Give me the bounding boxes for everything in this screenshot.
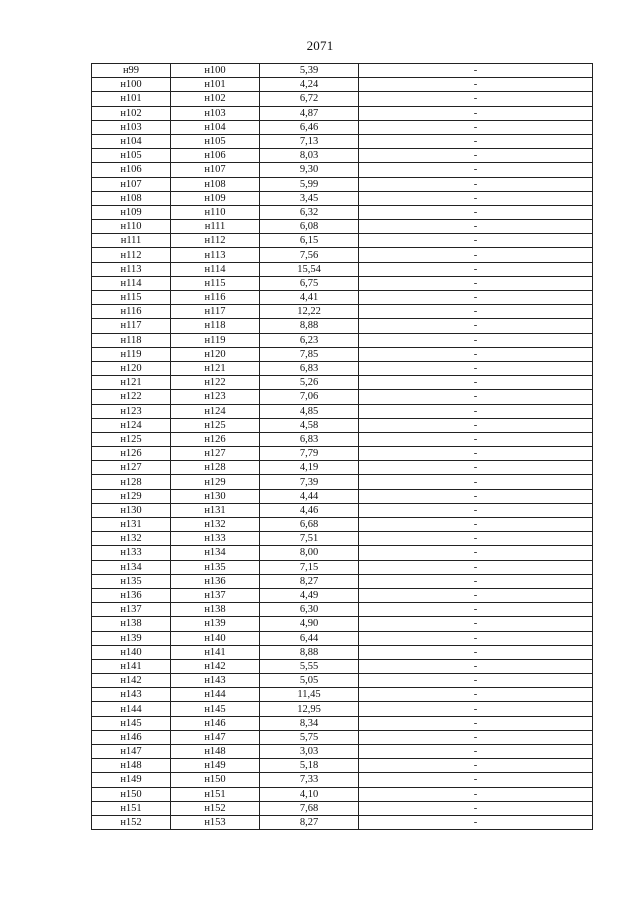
note-cell: - [359, 262, 593, 276]
note-cell: - [359, 205, 593, 219]
table-row [92, 815, 593, 829]
table-row [92, 461, 593, 475]
from-point-cell: н139 [92, 631, 171, 645]
table-row [92, 134, 593, 148]
distance-cell: 6,75 [260, 276, 359, 290]
from-point-cell: н102 [92, 106, 171, 120]
distance-cell: 4,44 [260, 489, 359, 503]
from-point-cell: н117 [92, 319, 171, 333]
distance-cell: 5,18 [260, 759, 359, 773]
note-cell: - [359, 319, 593, 333]
distance-cell: 6,15 [260, 234, 359, 248]
distance-cell: 4,90 [260, 617, 359, 631]
distance-cell: 11,45 [260, 688, 359, 702]
table-row [92, 674, 593, 688]
to-point-cell: н100 [171, 64, 260, 78]
to-point-cell: н110 [171, 205, 260, 219]
to-point-cell: н145 [171, 702, 260, 716]
note-cell: - [359, 149, 593, 163]
to-point-cell: н138 [171, 603, 260, 617]
note-cell: - [359, 305, 593, 319]
distance-cell: 7,33 [260, 773, 359, 787]
note-cell: - [359, 92, 593, 106]
table-row [92, 418, 593, 432]
table-row [92, 177, 593, 191]
table-row [92, 716, 593, 730]
distance-cell: 4,87 [260, 106, 359, 120]
distance-cell: 5,99 [260, 177, 359, 191]
table-row [92, 64, 593, 78]
to-point-cell: н146 [171, 716, 260, 730]
to-point-cell: н105 [171, 134, 260, 148]
distance-cell: 6,72 [260, 92, 359, 106]
note-cell: - [359, 532, 593, 546]
note-cell: - [359, 177, 593, 191]
from-point-cell: н146 [92, 730, 171, 744]
to-point-cell: н113 [171, 248, 260, 262]
from-point-cell: н140 [92, 645, 171, 659]
note-cell: - [359, 588, 593, 602]
from-point-cell: н125 [92, 432, 171, 446]
distance-cell: 5,39 [260, 64, 359, 78]
from-point-cell: н134 [92, 560, 171, 574]
to-point-cell: н103 [171, 106, 260, 120]
to-point-cell: н152 [171, 801, 260, 815]
from-point-cell: н149 [92, 773, 171, 787]
from-point-cell: н119 [92, 347, 171, 361]
to-point-cell: н137 [171, 588, 260, 602]
distance-cell: 8,88 [260, 319, 359, 333]
note-cell: - [359, 106, 593, 120]
from-point-cell: н100 [92, 78, 171, 92]
from-point-cell: н123 [92, 404, 171, 418]
distance-cell: 7,06 [260, 390, 359, 404]
distance-cell: 5,05 [260, 674, 359, 688]
to-point-cell: н128 [171, 461, 260, 475]
from-point-cell: н111 [92, 234, 171, 248]
to-point-cell: н107 [171, 163, 260, 177]
note-cell: - [359, 376, 593, 390]
distance-cell: 5,75 [260, 730, 359, 744]
to-point-cell: н147 [171, 730, 260, 744]
from-point-cell: н136 [92, 588, 171, 602]
table-row [92, 276, 593, 290]
note-cell: - [359, 716, 593, 730]
to-point-cell: н116 [171, 291, 260, 305]
to-point-cell: н122 [171, 376, 260, 390]
distance-cell: 4,46 [260, 503, 359, 517]
note-cell: - [359, 248, 593, 262]
to-point-cell: н151 [171, 787, 260, 801]
from-point-cell: н108 [92, 191, 171, 205]
from-point-cell: н148 [92, 759, 171, 773]
distance-cell: 4,41 [260, 291, 359, 305]
note-cell: - [359, 333, 593, 347]
table-body [92, 64, 593, 830]
to-point-cell: н132 [171, 518, 260, 532]
table-row [92, 432, 593, 446]
note-cell: - [359, 659, 593, 673]
table-row [92, 773, 593, 787]
to-point-cell: н117 [171, 305, 260, 319]
note-cell: - [359, 475, 593, 489]
note-cell: - [359, 773, 593, 787]
distance-cell: 9,30 [260, 163, 359, 177]
distance-cell: 12,95 [260, 702, 359, 716]
from-point-cell: н130 [92, 503, 171, 517]
table-row [92, 745, 593, 759]
to-point-cell: н106 [171, 149, 260, 163]
from-point-cell: н103 [92, 120, 171, 134]
table-row [92, 475, 593, 489]
distance-cell: 4,24 [260, 78, 359, 92]
table-row [92, 588, 593, 602]
table-row [92, 92, 593, 106]
note-cell: - [359, 603, 593, 617]
to-point-cell: н124 [171, 404, 260, 418]
note-cell: - [359, 702, 593, 716]
to-point-cell: н102 [171, 92, 260, 106]
table-row [92, 205, 593, 219]
note-cell: - [359, 461, 593, 475]
to-point-cell: н129 [171, 475, 260, 489]
note-cell: - [359, 447, 593, 461]
to-point-cell: н140 [171, 631, 260, 645]
distance-cell: 6,32 [260, 205, 359, 219]
from-point-cell: н127 [92, 461, 171, 475]
to-point-cell: н111 [171, 220, 260, 234]
table-row [92, 191, 593, 205]
distance-cell: 7,56 [260, 248, 359, 262]
note-cell: - [359, 546, 593, 560]
table-row [92, 546, 593, 560]
to-point-cell: н123 [171, 390, 260, 404]
from-point-cell: н114 [92, 276, 171, 290]
note-cell: - [359, 815, 593, 829]
from-point-cell: н115 [92, 291, 171, 305]
from-point-cell: н109 [92, 205, 171, 219]
to-point-cell: н142 [171, 659, 260, 673]
note-cell: - [359, 574, 593, 588]
note-cell: - [359, 560, 593, 574]
from-point-cell: н142 [92, 674, 171, 688]
note-cell: - [359, 291, 593, 305]
table-row [92, 787, 593, 801]
to-point-cell: н143 [171, 674, 260, 688]
from-point-cell: н137 [92, 603, 171, 617]
from-point-cell: н112 [92, 248, 171, 262]
from-point-cell: н141 [92, 659, 171, 673]
table-row [92, 319, 593, 333]
table-row [92, 659, 593, 673]
to-point-cell: н104 [171, 120, 260, 134]
note-cell: - [359, 787, 593, 801]
note-cell: - [359, 163, 593, 177]
distance-cell: 3,03 [260, 745, 359, 759]
note-cell: - [359, 688, 593, 702]
from-point-cell: н121 [92, 376, 171, 390]
table-row [92, 801, 593, 815]
table-row [92, 78, 593, 92]
distance-cell: 4,19 [260, 461, 359, 475]
distance-cell: 6,46 [260, 120, 359, 134]
from-point-cell: н131 [92, 518, 171, 532]
distance-cell: 8,27 [260, 815, 359, 829]
distance-cell: 6,08 [260, 220, 359, 234]
from-point-cell: н147 [92, 745, 171, 759]
distance-cell: 7,39 [260, 475, 359, 489]
from-point-cell: н152 [92, 815, 171, 829]
note-cell: - [359, 418, 593, 432]
distance-cell: 4,85 [260, 404, 359, 418]
to-point-cell: н139 [171, 617, 260, 631]
to-point-cell: н108 [171, 177, 260, 191]
table-row [92, 163, 593, 177]
table-row [92, 291, 593, 305]
to-point-cell: н134 [171, 546, 260, 560]
distance-cell: 8,27 [260, 574, 359, 588]
to-point-cell: н114 [171, 262, 260, 276]
from-point-cell: н99 [92, 64, 171, 78]
from-point-cell: н113 [92, 262, 171, 276]
distance-cell: 8,03 [260, 149, 359, 163]
table-row [92, 404, 593, 418]
to-point-cell: н125 [171, 418, 260, 432]
distance-cell: 6,68 [260, 518, 359, 532]
table-row [92, 489, 593, 503]
distance-cell: 6,44 [260, 631, 359, 645]
table-row [92, 149, 593, 163]
to-point-cell: н126 [171, 432, 260, 446]
from-point-cell: н150 [92, 787, 171, 801]
page-number: 2071 [306, 38, 334, 53]
note-cell: - [359, 191, 593, 205]
distance-cell: 8,88 [260, 645, 359, 659]
to-point-cell: н135 [171, 560, 260, 574]
table-row [92, 603, 593, 617]
table-row [92, 120, 593, 134]
from-point-cell: н133 [92, 546, 171, 560]
distance-cell: 7,15 [260, 560, 359, 574]
from-point-cell: н120 [92, 361, 171, 375]
from-point-cell: н104 [92, 134, 171, 148]
note-cell: - [359, 503, 593, 517]
table-row [92, 688, 593, 702]
boundary-points-table [91, 63, 593, 830]
table-row [92, 759, 593, 773]
to-point-cell: н136 [171, 574, 260, 588]
to-point-cell: н115 [171, 276, 260, 290]
from-point-cell: н101 [92, 92, 171, 106]
note-cell: - [359, 390, 593, 404]
note-cell: - [359, 361, 593, 375]
distance-cell: 4,58 [260, 418, 359, 432]
note-cell: - [359, 120, 593, 134]
distance-cell: 6,30 [260, 603, 359, 617]
table-row [92, 631, 593, 645]
table-row [92, 333, 593, 347]
distance-cell: 8,34 [260, 716, 359, 730]
note-cell: - [359, 220, 593, 234]
distance-cell: 6,83 [260, 432, 359, 446]
to-point-cell: н120 [171, 347, 260, 361]
to-point-cell: н150 [171, 773, 260, 787]
to-point-cell: н141 [171, 645, 260, 659]
table-row [92, 574, 593, 588]
to-point-cell: н119 [171, 333, 260, 347]
to-point-cell: н127 [171, 447, 260, 461]
from-point-cell: н128 [92, 475, 171, 489]
note-cell: - [359, 234, 593, 248]
to-point-cell: н121 [171, 361, 260, 375]
distance-cell: 3,45 [260, 191, 359, 205]
from-point-cell: н129 [92, 489, 171, 503]
to-point-cell: н131 [171, 503, 260, 517]
table-row [92, 347, 593, 361]
table-row [92, 376, 593, 390]
distance-cell: 7,68 [260, 801, 359, 815]
from-point-cell: н116 [92, 305, 171, 319]
distance-cell: 7,51 [260, 532, 359, 546]
from-point-cell: н122 [92, 390, 171, 404]
note-cell: - [359, 134, 593, 148]
to-point-cell: н144 [171, 688, 260, 702]
to-point-cell: н118 [171, 319, 260, 333]
note-cell: - [359, 645, 593, 659]
note-cell: - [359, 276, 593, 290]
table-row [92, 220, 593, 234]
table-row [92, 645, 593, 659]
distance-cell: 15,54 [260, 262, 359, 276]
note-cell: - [359, 730, 593, 744]
table-row [92, 730, 593, 744]
from-point-cell: н135 [92, 574, 171, 588]
to-point-cell: н148 [171, 745, 260, 759]
table-row [92, 503, 593, 517]
note-cell: - [359, 404, 593, 418]
table-row [92, 518, 593, 532]
distance-cell: 5,55 [260, 659, 359, 673]
note-cell: - [359, 631, 593, 645]
to-point-cell: н133 [171, 532, 260, 546]
distance-cell: 8,00 [260, 546, 359, 560]
to-point-cell: н112 [171, 234, 260, 248]
to-point-cell: н149 [171, 759, 260, 773]
to-point-cell: н130 [171, 489, 260, 503]
distance-cell: 6,23 [260, 333, 359, 347]
note-cell: - [359, 617, 593, 631]
to-point-cell: н109 [171, 191, 260, 205]
table-row [92, 305, 593, 319]
from-point-cell: н145 [92, 716, 171, 730]
table-row [92, 532, 593, 546]
from-point-cell: н105 [92, 149, 171, 163]
note-cell: - [359, 745, 593, 759]
from-point-cell: н118 [92, 333, 171, 347]
table-row [92, 361, 593, 375]
note-cell: - [359, 674, 593, 688]
table-row [92, 234, 593, 248]
to-point-cell: н101 [171, 78, 260, 92]
distance-cell: 7,85 [260, 347, 359, 361]
from-point-cell: н110 [92, 220, 171, 234]
distance-cell: 5,26 [260, 376, 359, 390]
from-point-cell: н107 [92, 177, 171, 191]
from-point-cell: н126 [92, 447, 171, 461]
table-row [92, 560, 593, 574]
note-cell: - [359, 432, 593, 446]
from-point-cell: н132 [92, 532, 171, 546]
note-cell: - [359, 64, 593, 78]
table-row [92, 702, 593, 716]
table-row [92, 390, 593, 404]
from-point-cell: н106 [92, 163, 171, 177]
distance-cell: 7,79 [260, 447, 359, 461]
note-cell: - [359, 518, 593, 532]
note-cell: - [359, 78, 593, 92]
note-cell: - [359, 759, 593, 773]
from-point-cell: н124 [92, 418, 171, 432]
from-point-cell: н144 [92, 702, 171, 716]
from-point-cell: н143 [92, 688, 171, 702]
distance-cell: 4,49 [260, 588, 359, 602]
note-cell: - [359, 347, 593, 361]
distance-cell: 7,13 [260, 134, 359, 148]
to-point-cell: н153 [171, 815, 260, 829]
note-cell: - [359, 801, 593, 815]
table-row [92, 447, 593, 461]
distance-cell: 12,22 [260, 305, 359, 319]
table-row [92, 262, 593, 276]
from-point-cell: н138 [92, 617, 171, 631]
table-row [92, 248, 593, 262]
table-row [92, 617, 593, 631]
from-point-cell: н151 [92, 801, 171, 815]
distance-cell: 4,10 [260, 787, 359, 801]
distance-cell: 6,83 [260, 361, 359, 375]
table-row [92, 106, 593, 120]
note-cell: - [359, 489, 593, 503]
